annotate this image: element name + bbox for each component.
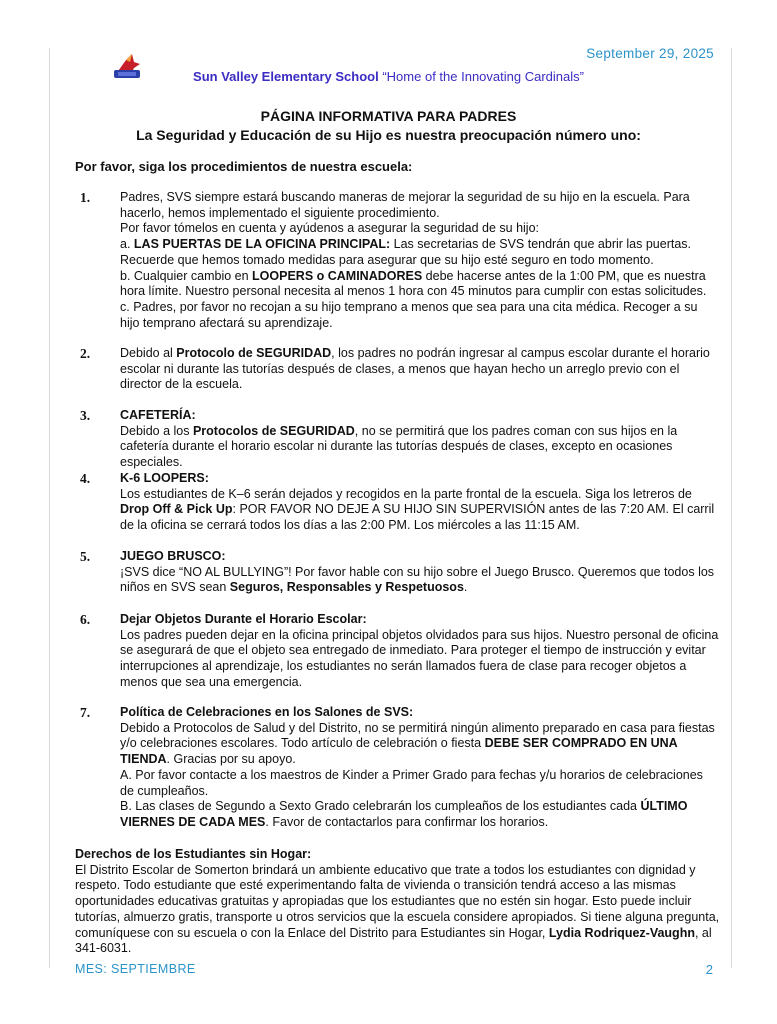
item-heading: K-6 LOOPERS:: [120, 471, 209, 485]
item-text: Padres, SVS siempre estará buscando maneras de mejorar la seguridad de su hijo en la escuela. Para hacerlo, hemos implementado el siguiente procedimiento.: [120, 190, 690, 220]
intro-text: Por favor, siga los procedimientos de nuestra escuela:: [75, 159, 413, 174]
list-item-5: [80, 549, 720, 596]
item-number: 6.: [80, 612, 91, 627]
item-heading: Política de Celebraciones en los Salones de SVS:: [120, 705, 414, 719]
item-subpoint-a: A. Por favor contacte a los maestros de Kinder a Primer Grado para fechas y/u horarios de celebraciones de cumpleaños.: [120, 767, 703, 798]
list-item-2: [80, 346, 720, 393]
item-number: 1.: [80, 190, 91, 205]
school-motto: “Home of the Innovating Cardinals”: [382, 69, 584, 84]
item-number: 2.: [80, 346, 91, 361]
footer-month: MES: SEPTIEMBRE: [75, 962, 196, 976]
item-text: Por favor tómelos en cuenta y ayúdenos a asegurar la seguridad de su hijo:: [120, 221, 540, 236]
item-heading: CAFETERÍA:: [120, 408, 196, 422]
school-header: [0, 69, 777, 84]
list-item-1: [80, 190, 720, 331]
item-text: ¡SVS dice “NO AL BULLYING”! Por favor hable con su hijo sobre el Juego Brusco. Queremos que todos los niños en SVS sean Seguros, Responsables y Respetuosos.: [120, 564, 715, 595]
section-text: El Distrito Escolar de Somerton brindará un ambiente educativo que trate a todos los estudiantes con dignidad y respeto. Todo estudiante que esté experimentando falta de vivienda o transición tendrá acceso a las mismas oportunidades educativas gratuitas y apropiadas que los estudiantes que no estén sin hogar. Esto puede incluir tutorías, almuerzo gratis, transporte u otros servicios que la escuela considere apropiados. Si tiene alguna pregunta, comuníquese con su escuela o con la Enlace del Distrito para Estudiantes sin Hogar, Lydia Rodriquez-Vaughn, al 341-6031.: [75, 862, 720, 956]
list-item-6: [80, 612, 720, 691]
item-subpoint-c: c. Padres, por favor no recojan a su hijo temprano a menos que sea para una cita médica. Recoger a su hijo temprano afectará su aprendizaje.: [120, 299, 698, 330]
item-text: Los padres pueden dejar en la oficina principal objetos olvidados para sus hijos. Nuestro personal de oficina se asegurará de que el objeto sea entregado de inmediato. Para proteger el tiempo de instrucción y evitar interrupciones al aprendizaje, los estudiantes no serán llamados fuera de clase para recoger objetos a menos que sea una emergencia.: [120, 627, 719, 689]
right-margin-line: [731, 48, 732, 968]
item-text: Debido a Protocolos de Salud y del Distrito, no se permitirá ningún alimento preparado en casa para fiestas y/o celebraciones escolares. Todo artículo de celebración o fiesta DEBE SER COMPRADO EN UNA TIENDA. Gracias por su apoyo.: [120, 720, 715, 767]
list-item-3: [80, 408, 720, 471]
page-subtitle: La Seguridad y Educación de su Hijo es nuestra preocupación número uno:: [136, 127, 641, 143]
list-item-4: [80, 471, 720, 534]
list-item-7: [80, 705, 720, 831]
header-date: September 29, 2025: [586, 46, 714, 61]
item-heading: Dejar Objetos Durante el Horario Escolar:: [120, 612, 367, 626]
item-subpoint-b: b. Cualquier cambio en LOOPERS o CAMINADORES debe hacerse antes de la 1:00 PM, que es nuestra hora límite. Nuestro personal necesita al menos 1 hora con 45 minutos para cumplir con estas solicitudes.: [120, 268, 707, 299]
item-number: 5.: [80, 549, 91, 564]
item-number: 7.: [80, 705, 91, 720]
school-name: Sun Valley Elementary School: [193, 69, 379, 84]
page-title: PÁGINA INFORMATIVA PARA PADRES: [260, 108, 517, 124]
item-subpoint-b: B. Las clases de Segundo a Sexto Grado celebrarán los cumpleaños de los estudiantes cada ÚLTIMO VIERNES DE CADA MES. Favor de contactarlos para confirmar los horarios.: [120, 799, 688, 829]
item-number: 4.: [80, 471, 91, 486]
item-text: Debido a los Protocolos de SEGURIDAD, no se permitirá que los padres coman con sus hijos en la cafetería durante el horario escolar ni durante las tutorías después de clases, excepto en ocasiones especiales.: [120, 423, 678, 470]
item-number: 3.: [80, 408, 91, 423]
item-text: Los estudiantes de K–6 serán dejados y recogidos en la parte frontal de la escuela. Siga los letreros de Drop Off & Pick Up: POR FAVOR NO DEJE A SU HIJO SIN SUPERVISIÓN antes de las 7:20 AM. El carril de la oficina se cerrará todos los días a las 2:00 PM. Los miércoles a las 11:15 AM.: [120, 486, 715, 533]
item-text: Debido al Protocolo de SEGURIDAD, los padres no podrán ingresar al campus escolar durante el horario escolar ni durante las tutorías después de clases, a menos que hayan hecho un arreglo previo con el director de la escuela.: [120, 346, 710, 392]
page-number: 2: [705, 962, 713, 977]
item-heading: JUEGO BRUSCO:: [120, 549, 226, 563]
homeless-rights-section: [75, 847, 725, 957]
item-subpoint-a: a. LAS PUERTAS DE LA OFICINA PRINCIPAL: Las secretarias de SVS tendrán que abrir las puertas. Recuerde que hemos tomado medidas para asegurar que su hijo esté seguro en todo momento.: [120, 237, 692, 267]
section-heading: Derechos de los Estudiantes sin Hogar:: [75, 847, 312, 861]
left-margin-line: [49, 48, 50, 968]
